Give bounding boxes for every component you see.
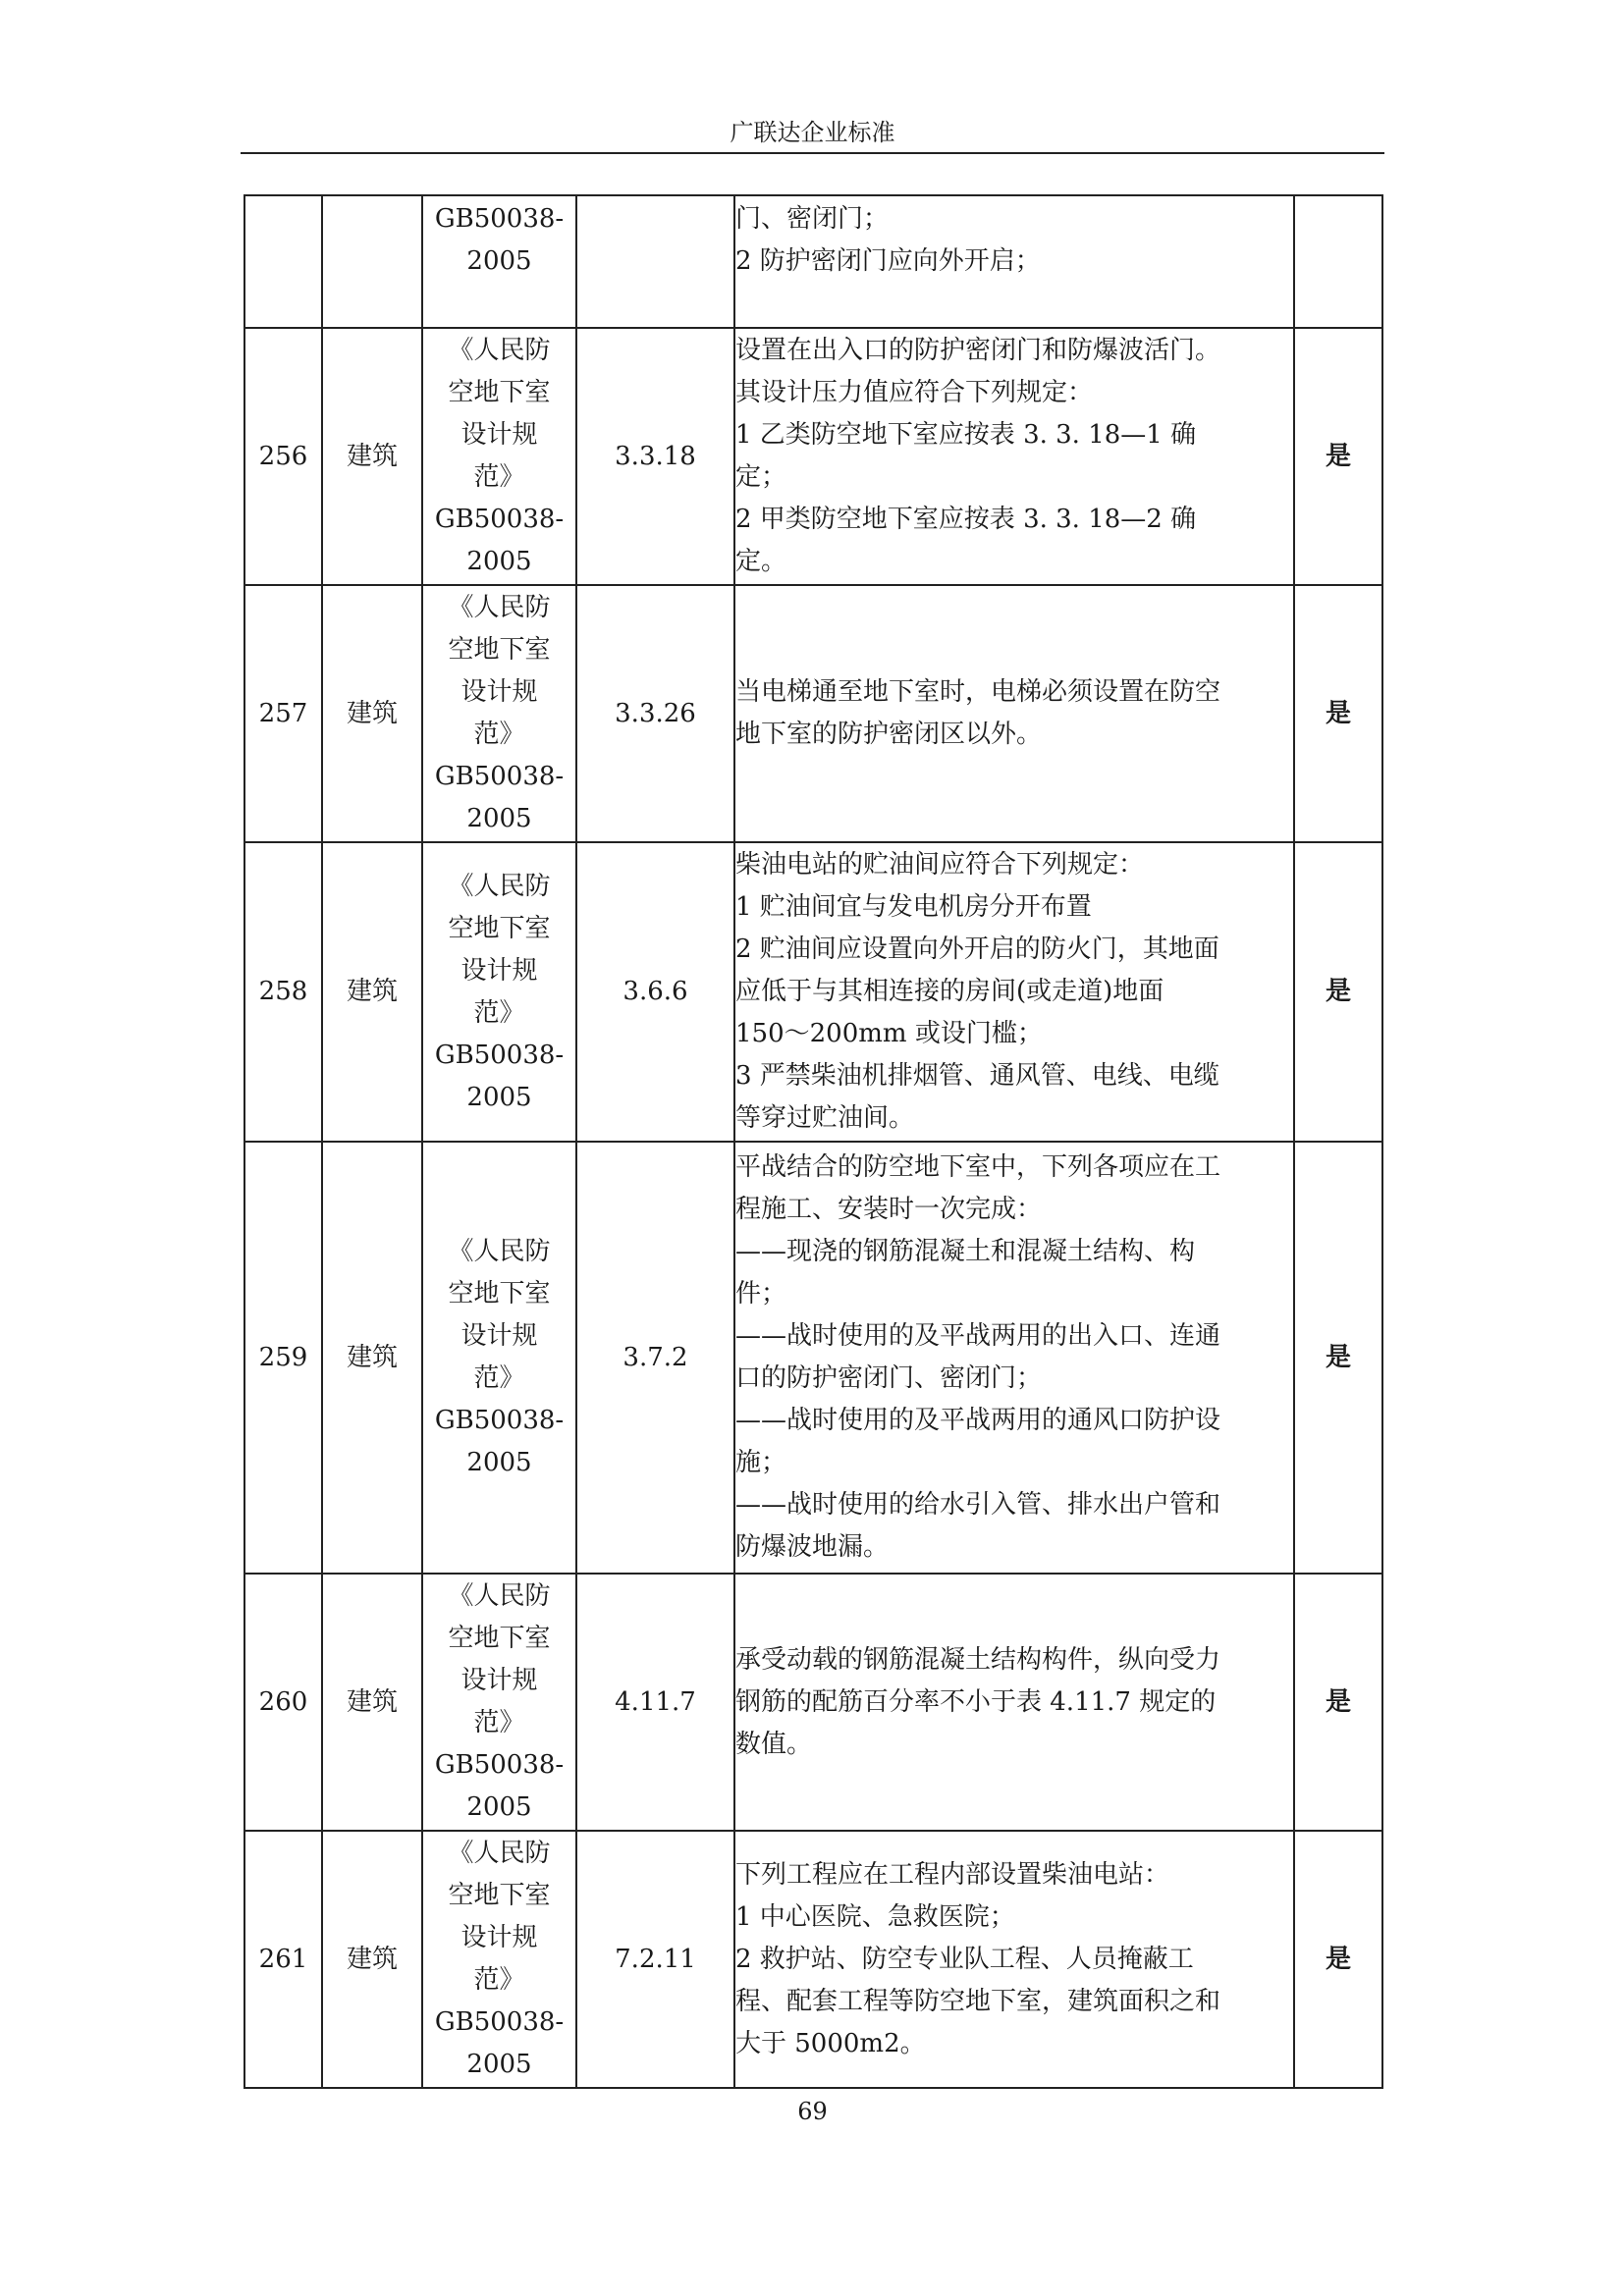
row-number-cell: 258 bbox=[244, 842, 322, 1142]
standard-reference-line: GB50038- bbox=[434, 2007, 565, 2037]
table-row bbox=[244, 328, 1382, 585]
clause-text-line: 等穿过贮油间。 bbox=[735, 1103, 915, 1133]
clause-text-line: 数值。 bbox=[735, 1729, 813, 1759]
table-row bbox=[244, 1831, 1382, 2088]
category-cell: 建筑 bbox=[322, 328, 422, 585]
clause-text-line: ——战时使用的给水引入管、排水出户管和 bbox=[735, 1490, 1221, 1520]
page-number: 69 bbox=[797, 2098, 828, 2125]
clause-text-line: 其设计压力值应符合下列规定： bbox=[735, 378, 1094, 407]
standard-reference-line: 空地下室 bbox=[448, 1279, 551, 1308]
mandatory-flag-cell: 是 bbox=[1294, 1831, 1382, 2088]
standard-reference-line: GB50038- bbox=[434, 204, 565, 234]
standard-reference-line: GB50038- bbox=[434, 1750, 565, 1780]
standard-reference-line: 设计规 bbox=[460, 955, 538, 986]
table-row bbox=[244, 842, 1382, 1142]
clause-text-line: 程、配套工程等防空地下室，建筑面积之和 bbox=[735, 1986, 1221, 2016]
row-number-cell: 257 bbox=[244, 585, 322, 842]
mandatory-flag-cell: 是 bbox=[1294, 1142, 1382, 1574]
standard-reference-line: 《人民防 bbox=[448, 1839, 551, 1868]
clause-text-line: 门、密闭门； bbox=[735, 204, 890, 234]
standard-reference-line: GB50038- bbox=[434, 1406, 565, 1435]
category-cell: 建筑 bbox=[322, 585, 422, 842]
clause-text-line: 2 救护站、防空专业队工程、人员掩蔽工 bbox=[735, 1944, 1194, 1974]
clause-text-line: 定。 bbox=[735, 547, 787, 576]
clause-text-cell bbox=[734, 328, 1294, 585]
standard-reference-line: 《人民防 bbox=[448, 336, 551, 365]
clause-text-line: 150～200mm 或设门槛； bbox=[735, 1019, 1043, 1048]
clause-text-line: 应低于与其相连接的房间(或走道)地面 bbox=[735, 977, 1164, 1006]
clause-text-line: 1 中心医院、急救医院； bbox=[735, 1901, 1015, 1932]
standard-reference-line: 设计规 bbox=[460, 1923, 538, 1952]
standard-reference-cell bbox=[422, 842, 576, 1142]
standard-reference-line: 《人民防 bbox=[448, 593, 551, 622]
standard-reference-line: 《人民防 bbox=[448, 1581, 551, 1611]
standard-reference-line: 2005 bbox=[466, 804, 532, 833]
row-number-cell: 256 bbox=[244, 328, 322, 585]
standard-reference-cell bbox=[422, 1574, 576, 1831]
clause-text-line: 下列工程应在工程内部设置柴油电站： bbox=[735, 1859, 1170, 1890]
category-cell: 建筑 bbox=[322, 842, 422, 1142]
standard-reference-line: 2005 bbox=[466, 547, 532, 576]
standard-reference-line: 2005 bbox=[466, 2050, 532, 2079]
standard-reference-line: 设计规 bbox=[460, 420, 538, 450]
clause-text-line: 2 防护密闭门应向外开启； bbox=[735, 246, 1041, 276]
clause-text-cell bbox=[734, 585, 1294, 842]
clause-text-line: 1 贮油间宜与发电机房分开布置 bbox=[735, 892, 1092, 922]
mandatory-flag-cell: 是 bbox=[1294, 842, 1382, 1142]
standard-reference-line: 范》 bbox=[473, 997, 525, 1028]
clause-text-cell bbox=[734, 842, 1294, 1142]
table-row bbox=[244, 1142, 1382, 1574]
standard-reference-line: GB50038- bbox=[434, 1040, 565, 1070]
standard-reference-cell bbox=[422, 585, 576, 842]
standard-reference-cell bbox=[422, 1831, 576, 2088]
clause-text-line: 施； bbox=[735, 1448, 787, 1477]
clause-number-cell: 4.11.7 bbox=[576, 1574, 734, 1831]
clause-text-line: 2 甲类防空地下室应按表 3. 3. 18—2 确 bbox=[735, 505, 1197, 534]
clause-number-cell: 7.2.11 bbox=[576, 1831, 734, 2088]
page-header-title: 广联达企业标准 bbox=[730, 119, 895, 146]
clause-text-line: 钢筋的配筋百分率不小于表 4.11.7 规定的 bbox=[735, 1686, 1217, 1717]
clause-text-line: 当电梯通至地下室时，电梯必须设置在防空 bbox=[735, 677, 1221, 707]
clause-text-cell bbox=[734, 1831, 1294, 2088]
clause-text-line: 定； bbox=[735, 462, 787, 492]
clause-number-cell: 3.3.26 bbox=[576, 585, 734, 842]
standard-reference-line: 《人民防 bbox=[448, 1237, 551, 1266]
standard-reference-cell bbox=[422, 328, 576, 585]
standard-reference-line: 2005 bbox=[466, 1792, 532, 1822]
standard-reference-line: 范》 bbox=[473, 462, 525, 492]
category-cell: 建筑 bbox=[322, 1574, 422, 1831]
standard-reference-cell bbox=[422, 195, 576, 328]
standard-reference-line: 范》 bbox=[473, 1363, 525, 1393]
mandatory-flag-cell: 是 bbox=[1294, 1574, 1382, 1831]
clause-text-line: 防爆波地漏。 bbox=[735, 1532, 890, 1562]
standard-reference-line: 空地下室 bbox=[448, 913, 551, 943]
clause-number-cell: 3.3.18 bbox=[576, 328, 734, 585]
clause-text-line: 柴油电站的贮油间应符合下列规定： bbox=[735, 850, 1145, 880]
standard-reference-line: GB50038- bbox=[434, 505, 565, 534]
clause-text-line: ——战时使用的及平战两用的出入口、连通 bbox=[735, 1321, 1221, 1351]
clause-text-cell bbox=[734, 195, 1294, 328]
standard-reference-line: 空地下室 bbox=[448, 635, 551, 665]
table-row bbox=[244, 195, 1382, 328]
row-number-cell: 259 bbox=[244, 1142, 322, 1574]
category-cell bbox=[322, 195, 422, 328]
category-cell: 建筑 bbox=[322, 1831, 422, 2088]
row-number-cell: 260 bbox=[244, 1574, 322, 1831]
category-cell: 建筑 bbox=[322, 1142, 422, 1574]
clause-number-cell: 3.6.6 bbox=[576, 842, 734, 1142]
clause-text-line: 2 贮油间应设置向外开启的防火门，其地面 bbox=[735, 934, 1219, 964]
standard-reference-line: 设计规 bbox=[460, 1321, 538, 1351]
clause-number-cell: 3.7.2 bbox=[576, 1142, 734, 1574]
standard-reference-line: 2005 bbox=[466, 1082, 532, 1112]
clause-text-line: 平战结合的防空地下室中，下列各项应在工 bbox=[735, 1152, 1221, 1182]
mandatory-flag-cell bbox=[1294, 195, 1382, 328]
clause-text-line: ——现浇的钢筋混凝土和混凝土结构、构 bbox=[735, 1237, 1196, 1266]
clause-number-cell bbox=[576, 195, 734, 328]
standard-reference-line: 2005 bbox=[466, 1448, 532, 1477]
row-number-cell bbox=[244, 195, 322, 328]
standard-reference-line: 空地下室 bbox=[448, 1624, 551, 1653]
standard-reference-line: 设计规 bbox=[460, 677, 538, 707]
clause-text-cell bbox=[734, 1142, 1294, 1574]
clause-text-line: 设置在出入口的防护密闭门和防爆波活门。 bbox=[735, 336, 1221, 365]
standard-reference-line: 空地下室 bbox=[448, 1881, 551, 1910]
standard-reference-cell bbox=[422, 1142, 576, 1574]
standard-reference-line: 范》 bbox=[473, 1708, 525, 1737]
clause-text-line: 大于 5000m2。 bbox=[735, 2028, 926, 2058]
clause-text-line: 程施工、安装时一次完成： bbox=[735, 1195, 1043, 1224]
row-number-cell: 261 bbox=[244, 1831, 322, 2088]
clause-text-line: 件； bbox=[735, 1279, 787, 1308]
clause-text-cell bbox=[734, 1574, 1294, 1831]
table-row bbox=[244, 585, 1382, 842]
standard-reference-line: 范》 bbox=[473, 720, 525, 749]
regulation-table bbox=[244, 194, 1383, 2089]
table-row bbox=[244, 1574, 1382, 1831]
mandatory-flag-cell: 是 bbox=[1294, 585, 1382, 842]
regulation-table-body bbox=[244, 195, 1382, 2088]
clause-text-line: 口的防护密闭门、密闭门； bbox=[735, 1363, 1043, 1393]
standard-reference-line: GB50038- bbox=[434, 762, 565, 791]
standard-reference-line: 《人民防 bbox=[448, 871, 551, 901]
clause-text-line: 3 严禁柴油机排烟管、通风管、电线、电缆 bbox=[735, 1061, 1219, 1091]
standard-reference-line: 范》 bbox=[473, 1965, 525, 1995]
header-rule bbox=[241, 152, 1384, 154]
clause-text-line: 地下室的防护密闭区以外。 bbox=[735, 720, 1043, 749]
clause-text-line: ——战时使用的及平战两用的通风口防护设 bbox=[735, 1406, 1221, 1435]
standard-reference-line: 空地下室 bbox=[448, 378, 551, 407]
mandatory-flag-cell: 是 bbox=[1294, 328, 1382, 585]
standard-reference-line: 2005 bbox=[466, 246, 532, 276]
standard-reference-line: 设计规 bbox=[460, 1666, 538, 1695]
clause-text-line: 承受动载的钢筋混凝土结构构件，纵向受力 bbox=[735, 1644, 1221, 1675]
clause-text-line: 1 乙类防空地下室应按表 3. 3. 18—1 确 bbox=[735, 420, 1197, 450]
